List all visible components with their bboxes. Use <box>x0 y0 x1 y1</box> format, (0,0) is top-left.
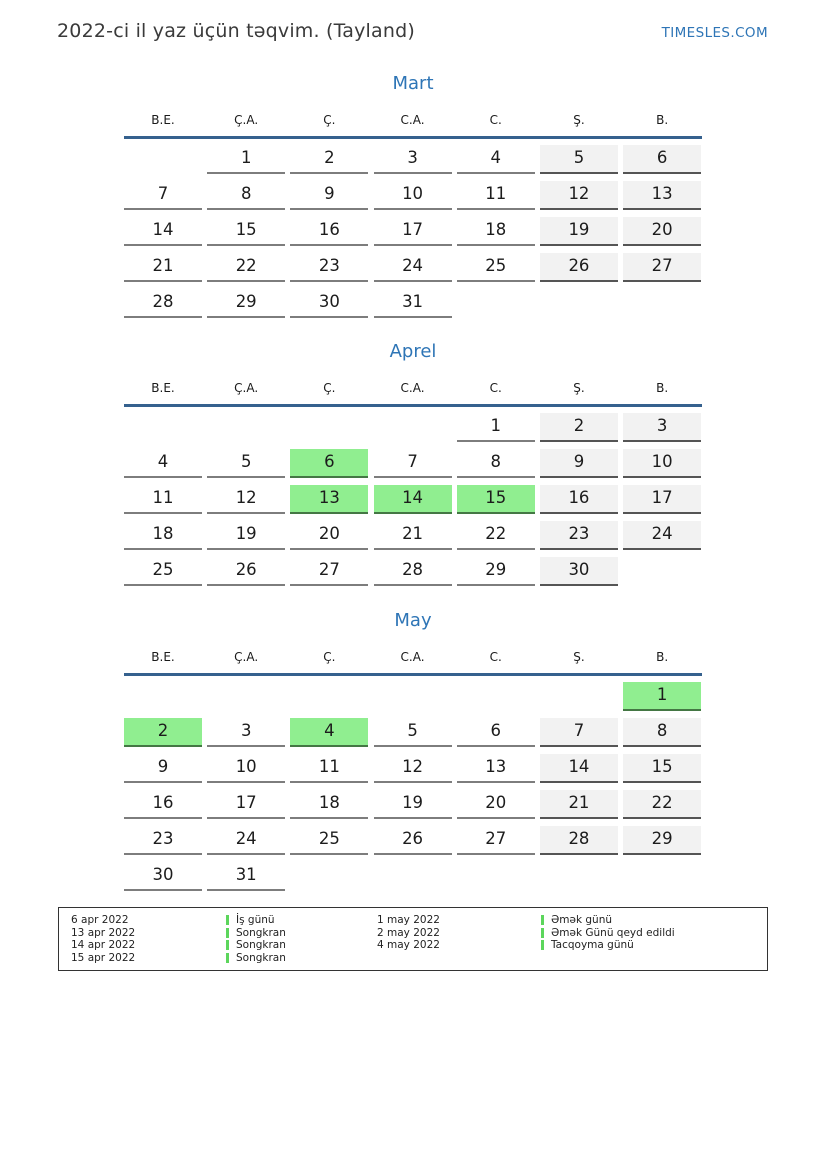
legend-marker-icon <box>541 928 544 938</box>
weekday-label: Ç. <box>323 381 336 395</box>
day-cell-empty <box>290 413 368 442</box>
day-cell: 23 <box>540 521 618 550</box>
day-cell: 6 <box>290 449 368 478</box>
weekday-label: C. <box>489 381 502 395</box>
legend-entry <box>541 927 675 940</box>
legend-entry <box>226 939 286 952</box>
weekday-label: Ç.A. <box>234 381 259 395</box>
legend-marker-icon <box>541 915 544 925</box>
day-cell: 26 <box>374 826 452 855</box>
weekday-label: C. <box>489 113 502 127</box>
day-cell: 10 <box>207 754 285 783</box>
day-cell: 9 <box>124 754 202 783</box>
day-cell: 8 <box>623 718 701 747</box>
week-row <box>124 181 702 210</box>
legend-labels-column <box>541 914 675 952</box>
legend-entry <box>226 952 286 965</box>
weekday-label: Ç.A. <box>234 113 259 127</box>
day-cell: 2 <box>124 718 202 747</box>
day-cell: 14 <box>374 485 452 514</box>
day-cell-empty <box>374 413 452 442</box>
day-cell: 9 <box>540 449 618 478</box>
weekday-label: Ş. <box>573 650 585 664</box>
day-cell: 8 <box>457 449 535 478</box>
day-cell: 12 <box>374 754 452 783</box>
legend-entry <box>541 914 675 927</box>
weekday-label: Ç.A. <box>234 650 259 664</box>
day-cell: 21 <box>124 253 202 282</box>
weekday-label: C.A. <box>400 650 425 664</box>
day-cell: 16 <box>290 217 368 246</box>
day-cell: 21 <box>374 521 452 550</box>
legend-box <box>58 907 768 971</box>
day-cell: 4 <box>457 145 535 174</box>
week-row <box>124 253 702 282</box>
weekday-label: B. <box>656 650 669 664</box>
day-cell-empty <box>540 682 618 711</box>
day-cell: 28 <box>540 826 618 855</box>
day-cell: 18 <box>290 790 368 819</box>
month-title: Aprel <box>389 341 437 362</box>
month-may <box>124 607 702 898</box>
day-cell: 27 <box>623 253 701 282</box>
week-row <box>124 557 702 586</box>
day-cell: 10 <box>374 181 452 210</box>
day-cell-empty <box>124 413 202 442</box>
week-row <box>124 413 702 442</box>
day-cell: 30 <box>124 862 202 891</box>
day-cell: 15 <box>457 485 535 514</box>
legend-marker-icon <box>226 940 229 950</box>
day-cell-empty <box>290 862 368 891</box>
day-cell: 23 <box>290 253 368 282</box>
day-cell: 5 <box>207 449 285 478</box>
day-cell: 4 <box>124 449 202 478</box>
weekday-label: B. <box>656 113 669 127</box>
legend-label: Əmək günü <box>551 914 613 926</box>
day-cell: 14 <box>540 754 618 783</box>
day-cell: 24 <box>374 253 452 282</box>
day-cell-empty <box>374 682 452 711</box>
day-cell: 7 <box>374 449 452 478</box>
week-row <box>124 485 702 514</box>
day-cell-empty <box>124 145 202 174</box>
day-cell: 25 <box>124 557 202 586</box>
weekday-label: B. <box>656 381 669 395</box>
day-cell: 26 <box>540 253 618 282</box>
header-divider-line <box>124 404 702 407</box>
weekday-header-row <box>124 649 702 665</box>
day-cell: 29 <box>207 289 285 318</box>
day-cell: 29 <box>623 826 701 855</box>
weeks-grid <box>124 145 702 318</box>
day-cell-empty <box>457 682 535 711</box>
day-cell: 1 <box>457 413 535 442</box>
day-cell: 2 <box>290 145 368 174</box>
day-cell: 7 <box>124 181 202 210</box>
weekday-label: B.E. <box>151 650 175 664</box>
weekday-label: Ç. <box>323 650 336 664</box>
day-cell: 17 <box>374 217 452 246</box>
day-cell: 30 <box>540 557 618 586</box>
week-row <box>124 289 702 318</box>
day-cell: 13 <box>623 181 701 210</box>
day-cell: 22 <box>207 253 285 282</box>
weekday-label: B.E. <box>151 381 175 395</box>
month-mart <box>124 70 702 325</box>
weekday-label: Ş. <box>573 113 585 127</box>
weekday-label: C.A. <box>400 113 425 127</box>
weekday-label: Ş. <box>573 381 585 395</box>
week-row <box>124 754 702 783</box>
day-cell: 24 <box>207 826 285 855</box>
day-cell: 22 <box>623 790 701 819</box>
day-cell: 25 <box>457 253 535 282</box>
day-cell-empty <box>540 289 618 318</box>
week-row <box>124 449 702 478</box>
legend-dates-column <box>377 914 440 952</box>
legend-date: 2 may 2022 <box>377 926 440 939</box>
day-cell: 13 <box>290 485 368 514</box>
legend-date: 14 apr 2022 <box>71 939 136 952</box>
legend-entry <box>226 914 286 927</box>
day-cell: 27 <box>457 826 535 855</box>
day-cell: 16 <box>124 790 202 819</box>
weekday-label: B.E. <box>151 113 175 127</box>
day-cell: 11 <box>457 181 535 210</box>
header-divider-line <box>124 673 702 676</box>
day-cell: 3 <box>623 413 701 442</box>
day-cell: 20 <box>290 521 368 550</box>
legend-label: İş günü <box>236 914 275 926</box>
week-row <box>124 862 702 891</box>
day-cell: 20 <box>623 217 701 246</box>
legend-entry <box>541 939 675 952</box>
day-cell: 13 <box>457 754 535 783</box>
day-cell: 8 <box>207 181 285 210</box>
legend-label: Songkran <box>236 951 286 964</box>
day-cell: 6 <box>623 145 701 174</box>
day-cell-empty <box>623 289 701 318</box>
weeks-grid <box>124 413 702 586</box>
weekday-label: Ç. <box>323 113 336 127</box>
day-cell-empty <box>540 862 618 891</box>
day-cell: 12 <box>207 485 285 514</box>
week-row <box>124 682 702 711</box>
timesles-link[interactable]: TIMESLES.COM <box>661 25 768 41</box>
week-row <box>124 826 702 855</box>
day-cell: 24 <box>623 521 701 550</box>
day-cell: 11 <box>124 485 202 514</box>
week-row <box>124 217 702 246</box>
legend-entry <box>226 927 286 940</box>
week-row <box>124 521 702 550</box>
day-cell: 1 <box>207 145 285 174</box>
day-cell: 10 <box>623 449 701 478</box>
day-cell: 18 <box>457 217 535 246</box>
day-cell: 28 <box>124 289 202 318</box>
day-cell: 14 <box>124 217 202 246</box>
page-title: 2022-ci il yaz üçün təqvim. (Tayland) <box>57 20 415 42</box>
day-cell: 23 <box>124 826 202 855</box>
legend-date: 15 apr 2022 <box>71 951 136 964</box>
day-cell: 31 <box>207 862 285 891</box>
day-cell: 5 <box>540 145 618 174</box>
day-cell: 3 <box>374 145 452 174</box>
header-divider-line <box>124 136 702 139</box>
weekday-label: C.A. <box>400 381 425 395</box>
day-cell: 12 <box>540 181 618 210</box>
day-cell: 17 <box>207 790 285 819</box>
day-cell: 19 <box>374 790 452 819</box>
day-cell: 16 <box>540 485 618 514</box>
legend-marker-icon <box>226 915 229 925</box>
month-title: Mart <box>392 73 434 94</box>
day-cell-empty <box>457 862 535 891</box>
day-cell-empty <box>207 413 285 442</box>
day-cell-empty <box>457 289 535 318</box>
day-cell: 1 <box>623 682 701 711</box>
day-cell: 29 <box>457 557 535 586</box>
legend-label: Songkran <box>236 926 286 939</box>
day-cell: 26 <box>207 557 285 586</box>
month-aprel <box>124 338 702 593</box>
day-cell: 9 <box>290 181 368 210</box>
day-cell: 15 <box>207 217 285 246</box>
day-cell-empty <box>124 682 202 711</box>
legend-date: 1 may 2022 <box>377 914 440 926</box>
weekday-label: C. <box>489 650 502 664</box>
day-cell: 7 <box>540 718 618 747</box>
legend-date: 6 apr 2022 <box>71 914 129 926</box>
day-cell: 17 <box>623 485 701 514</box>
day-cell: 25 <box>290 826 368 855</box>
day-cell-empty <box>290 682 368 711</box>
day-cell: 15 <box>623 754 701 783</box>
day-cell: 18 <box>124 521 202 550</box>
day-cell: 2 <box>540 413 618 442</box>
day-cell: 5 <box>374 718 452 747</box>
weekday-header-row <box>124 380 702 396</box>
day-cell: 30 <box>290 289 368 318</box>
day-cell: 6 <box>457 718 535 747</box>
day-cell: 31 <box>374 289 452 318</box>
legend-marker-icon <box>541 940 544 950</box>
legend-labels-column <box>226 914 286 964</box>
legend-marker-icon <box>226 928 229 938</box>
legend-date: 13 apr 2022 <box>71 926 136 939</box>
day-cell: 19 <box>207 521 285 550</box>
day-cell: 11 <box>290 754 368 783</box>
day-cell: 27 <box>290 557 368 586</box>
legend-marker-icon <box>226 953 229 963</box>
day-cell: 4 <box>290 718 368 747</box>
day-cell: 19 <box>540 217 618 246</box>
day-cell-empty <box>207 682 285 711</box>
day-cell: 20 <box>457 790 535 819</box>
legend-label: Əmək Günü qeyd edildi <box>551 926 675 939</box>
day-cell-empty <box>374 862 452 891</box>
weekday-header-row <box>124 112 702 128</box>
week-row <box>124 790 702 819</box>
weeks-grid <box>124 682 702 891</box>
day-cell: 3 <box>207 718 285 747</box>
legend-dates-column <box>71 914 135 964</box>
day-cell-empty <box>623 557 701 586</box>
day-cell-empty <box>623 862 701 891</box>
week-row <box>124 145 702 174</box>
legend-label: Songkran <box>236 939 286 952</box>
day-cell: 28 <box>374 557 452 586</box>
legend-date: 4 may 2022 <box>377 939 440 952</box>
legend-label: Tacqoyma günü <box>551 939 634 952</box>
day-cell: 21 <box>540 790 618 819</box>
month-title: May <box>394 610 432 631</box>
week-row <box>124 718 702 747</box>
day-cell: 22 <box>457 521 535 550</box>
